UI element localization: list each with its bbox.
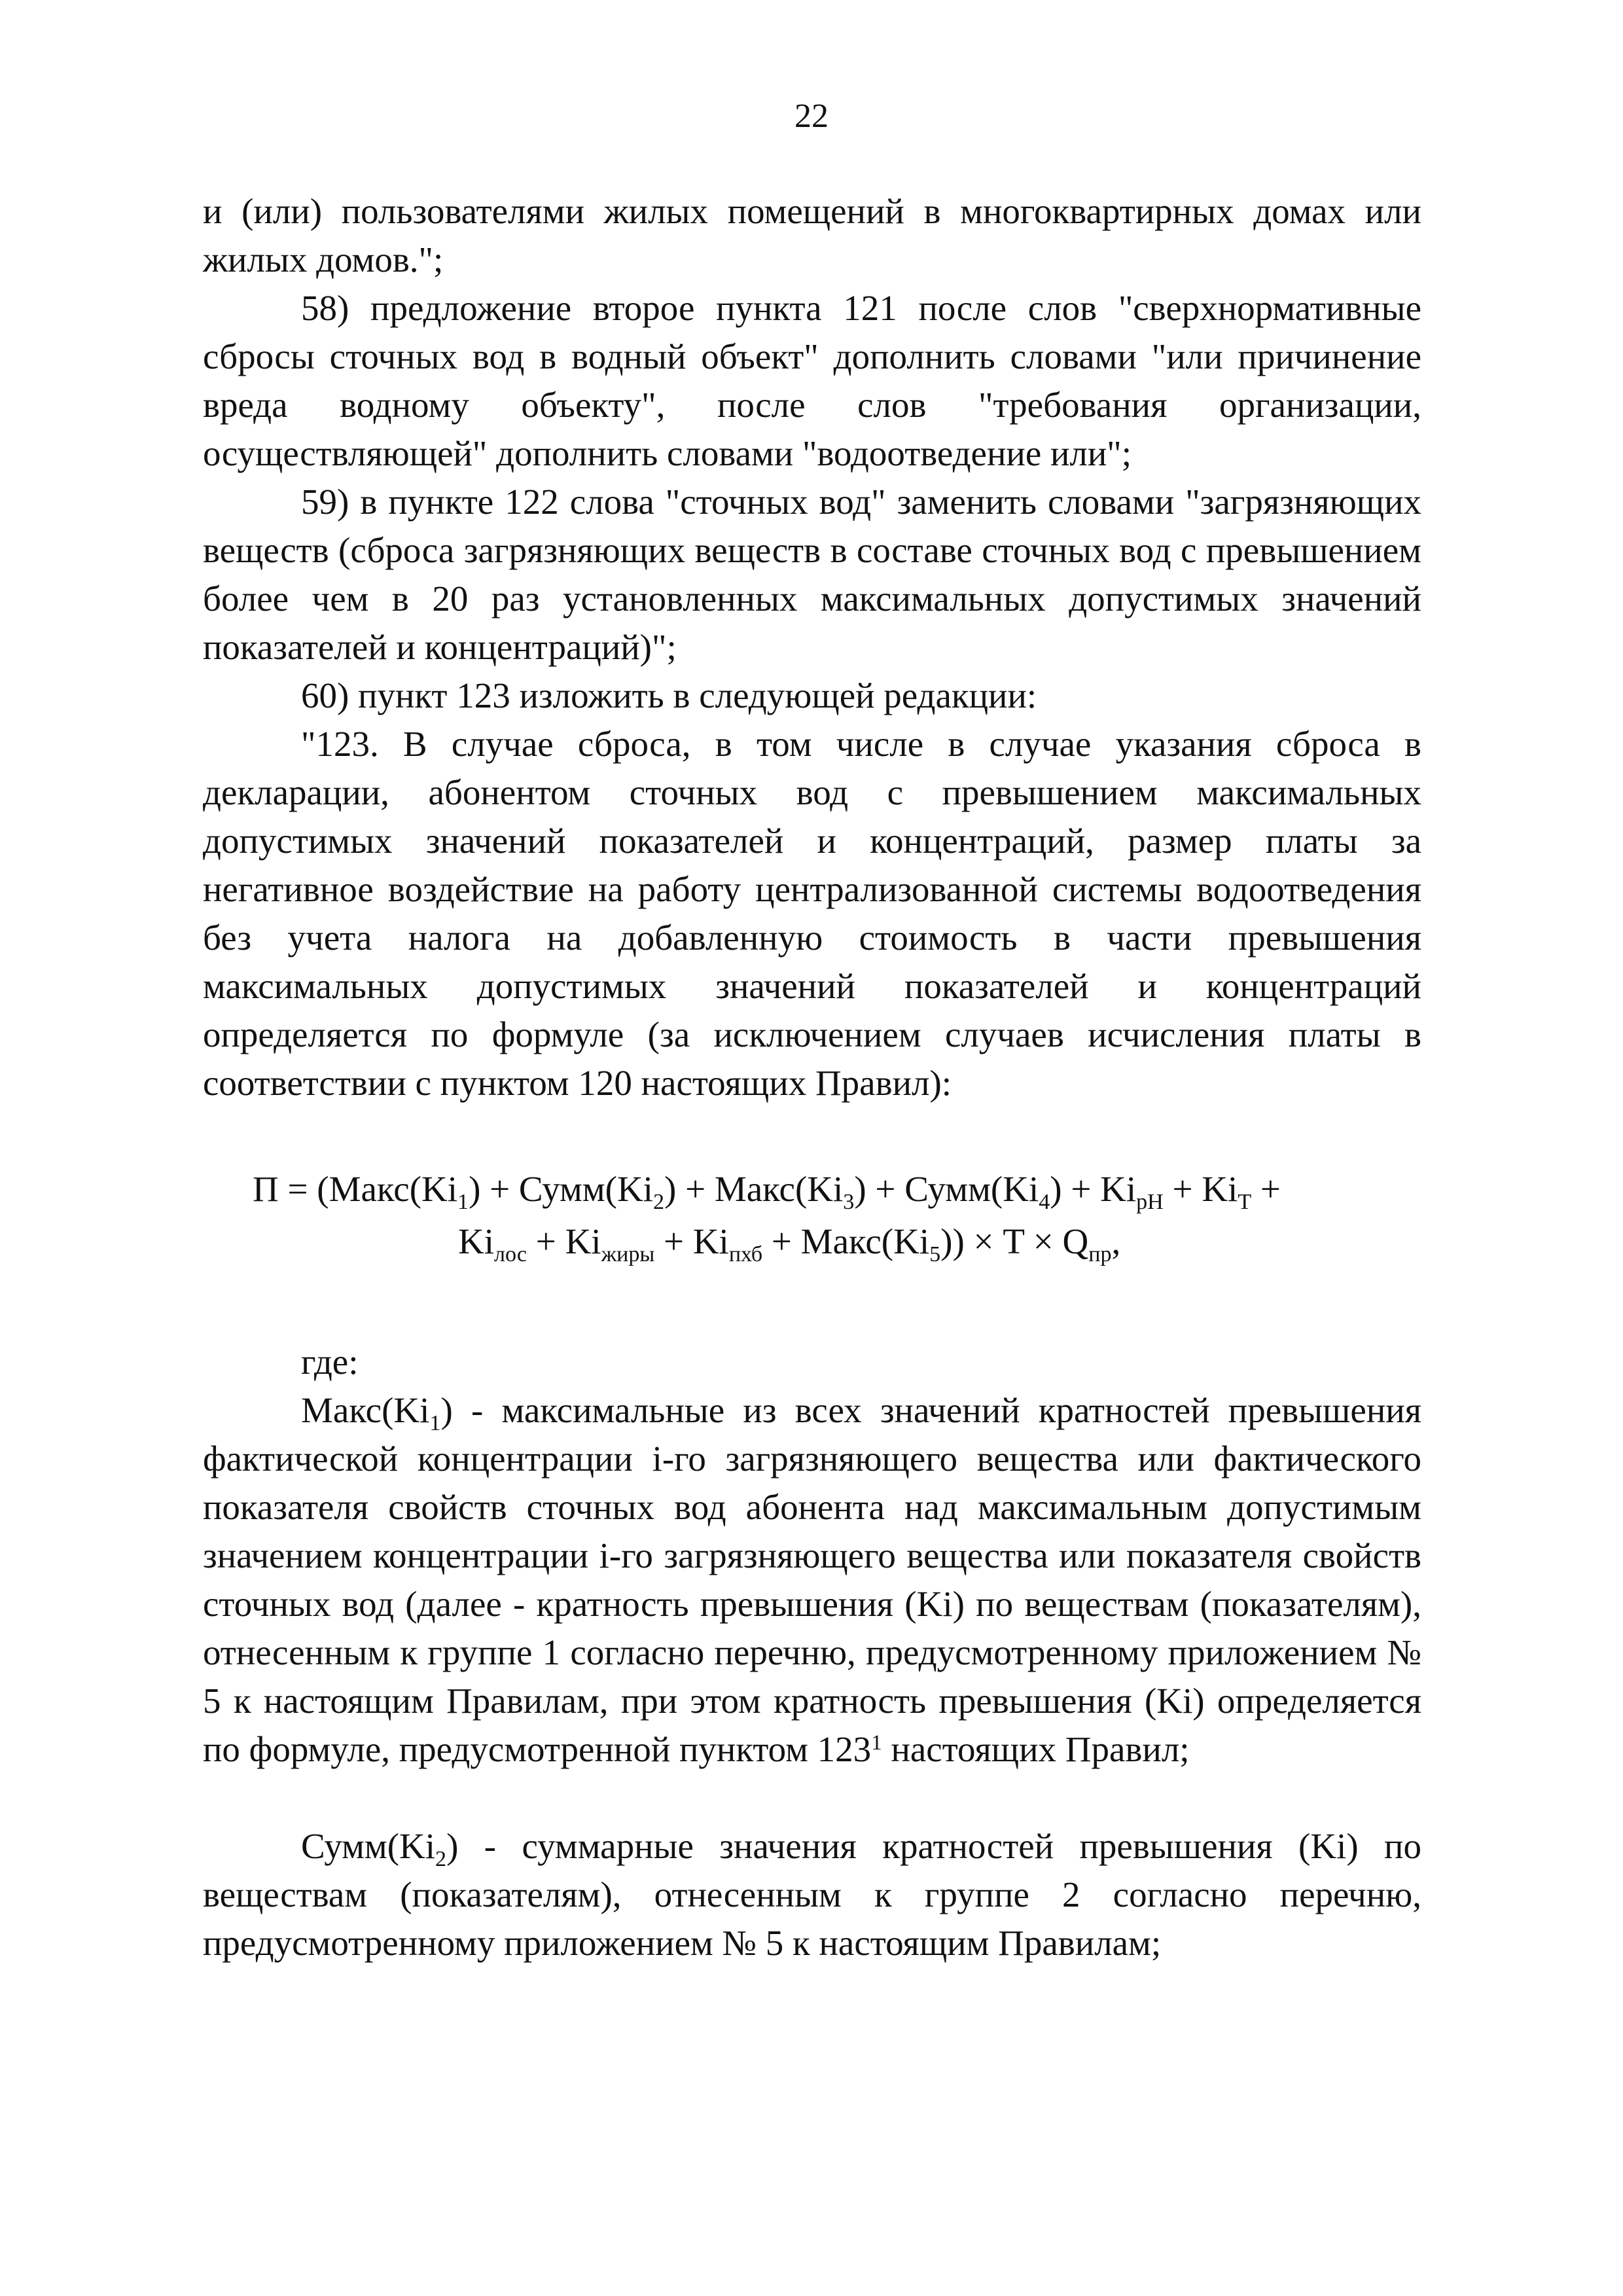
formula-ki: Ki [565,1221,601,1261]
formula-sum: Сумм [904,1169,991,1209]
formula-ki: Ki [1003,1169,1039,1209]
formula-plus: + [664,1221,685,1261]
formula-plus: + [685,1169,706,1209]
page-number: 22 [794,98,829,135]
definition-sum-ki2 [203,1822,1421,1967]
formula-ki: Ki [1100,1169,1137,1209]
def1-text-end: настоящих Правил; [882,1729,1190,1769]
formula-line-2: $Ki_{лос} + Ki_{жиры} + Ki_{пхб}$ + $Макс(Ki_5)) \times T \times Q_{пр}$, [458,1221,1121,1266]
formula-ki: Ki [893,1221,930,1261]
formula-ki: Ki [616,1169,653,1209]
def1-subscript: 1 [429,1410,441,1435]
formula-plus: + [1172,1169,1193,1209]
paragraph-continuation: и (или) пользователями жилых помещений в многоквартирных домах или жилых домов."; [203,191,1421,279]
def2-text: ) - суммарные значения кратностей превышения (Ki) по веществам (показателям), отнесенным к группе 2 согласно перечню, предусмотренному приложением № 5 к настоящим Правилам; [203,1826,1421,1963]
formula-ki: Ki [421,1169,458,1209]
paragraph-item-123: "123. В случае сброса, в том числе в случае указания сброса в декларации, абонентом сточных вод с превышением максимальных допустимых значений показателей и концентраций, размер платы за негативное воздействие на работу централизованной системы водоотведения без учета налога на добавленную стоимость в части превышения максимальных допустимых значений показателей и концентраций определяется по формуле (за исключением случаев исчисления платы в соответствии с пунктом 120 настоящих Правил): [203,724,1421,1103]
formula-ki: Ki [458,1221,494,1261]
formula-max: Макс [800,1221,882,1261]
formula-lhs: П [253,1169,279,1209]
formula-sub: 2 [652,1189,664,1214]
formula-plus: + [771,1221,792,1261]
where-label: где: [301,1342,359,1382]
formula-times: × [1033,1221,1054,1261]
formula-sub: пхб [728,1242,763,1266]
definition-max-ki1 [203,1386,1421,1774]
def2-term: Сумм(Ki [301,1826,436,1866]
formula-line-1: $П = (Макс(Ki_1)$ + $Сумм(Ki_2)$ + $Макс(Ki_3)$ + $Сумм(Ki_4) + Ki_{pH} + Ki_T$ + [253,1169,1281,1214]
formula-sub: лос [494,1242,527,1266]
formula-plus: + [875,1169,896,1209]
formula-paren: ( [317,1169,329,1209]
formula-sub: 4 [1039,1189,1050,1214]
formula-sub: 3 [843,1189,855,1214]
formula-ki: Ki [807,1169,844,1209]
formula-sub: pH [1136,1189,1164,1214]
formula-plus: + [1260,1169,1281,1209]
formula-q: Q [1062,1221,1089,1261]
def1-term: Макс(Ki [301,1390,430,1430]
paragraph-item-60: 60) пункт 123 изложить в следующей редакции: [301,675,1037,715]
formula-sub: T [1238,1189,1252,1214]
formula-eq: = [287,1169,308,1209]
formula-max: Макс [329,1169,410,1209]
formula-ki: Ki [692,1221,729,1261]
formula-t: T [1003,1221,1024,1261]
formula-comma: , [1111,1221,1121,1261]
formula-sub: 5 [929,1242,941,1266]
formula-sub: жиры [601,1242,655,1266]
def1-superscript: 1 [871,1731,882,1755]
formula-ki: Ki [1202,1169,1238,1209]
formula-plus: + [490,1169,510,1209]
formula-plus: + [535,1221,556,1261]
paragraph-item-59: 59) в пункте 122 слова "сточных вод" заменить словами "загрязняющих веществ (сброса загрязняющих веществ в составе сточных вод с превышением более чем в 20 раз установленных максимальных допустимых значений показателей и концентраций)"; [203,482,1421,667]
formula-sum: Сумм [518,1169,605,1209]
formula-plus: + [1071,1169,1092,1209]
formula-times: × [973,1221,994,1261]
formula-sub: пр [1088,1242,1112,1266]
paragraph-item-58: 58) предложение второе пункта 121 после слов "сверхнормативные сбросы сточных вод в водный объект" дополнить словами "или причинение вреда водному объекту", после слов "требования организации, осуществляющей" дополнить словами "водоотведение или"; [203,288,1421,473]
def2-subscript: 2 [435,1846,447,1871]
formula-paren: ( [409,1169,422,1209]
formula-max: Макс [714,1169,795,1209]
formula-sub: 1 [457,1189,469,1214]
def1-text: ) - максимальные из всех значений кратностей превышения фактической концентрации i-го загрязняющего вещества или фактического показателя свойств сточных вод абонента над максимальным допустимым значением концентрации i-го загрязняющего вещества или показателя свойств сточных вод (далее - кратность превышения (Ki) по веществам (показателям), отнесенным к группе 1 согласно перечню, предусмотренному приложением № 5 к настоящим Правилам, при этом кратность превышения (Ki) определяется по формуле, предусмотренной пунктом 123 [203,1390,1421,1769]
